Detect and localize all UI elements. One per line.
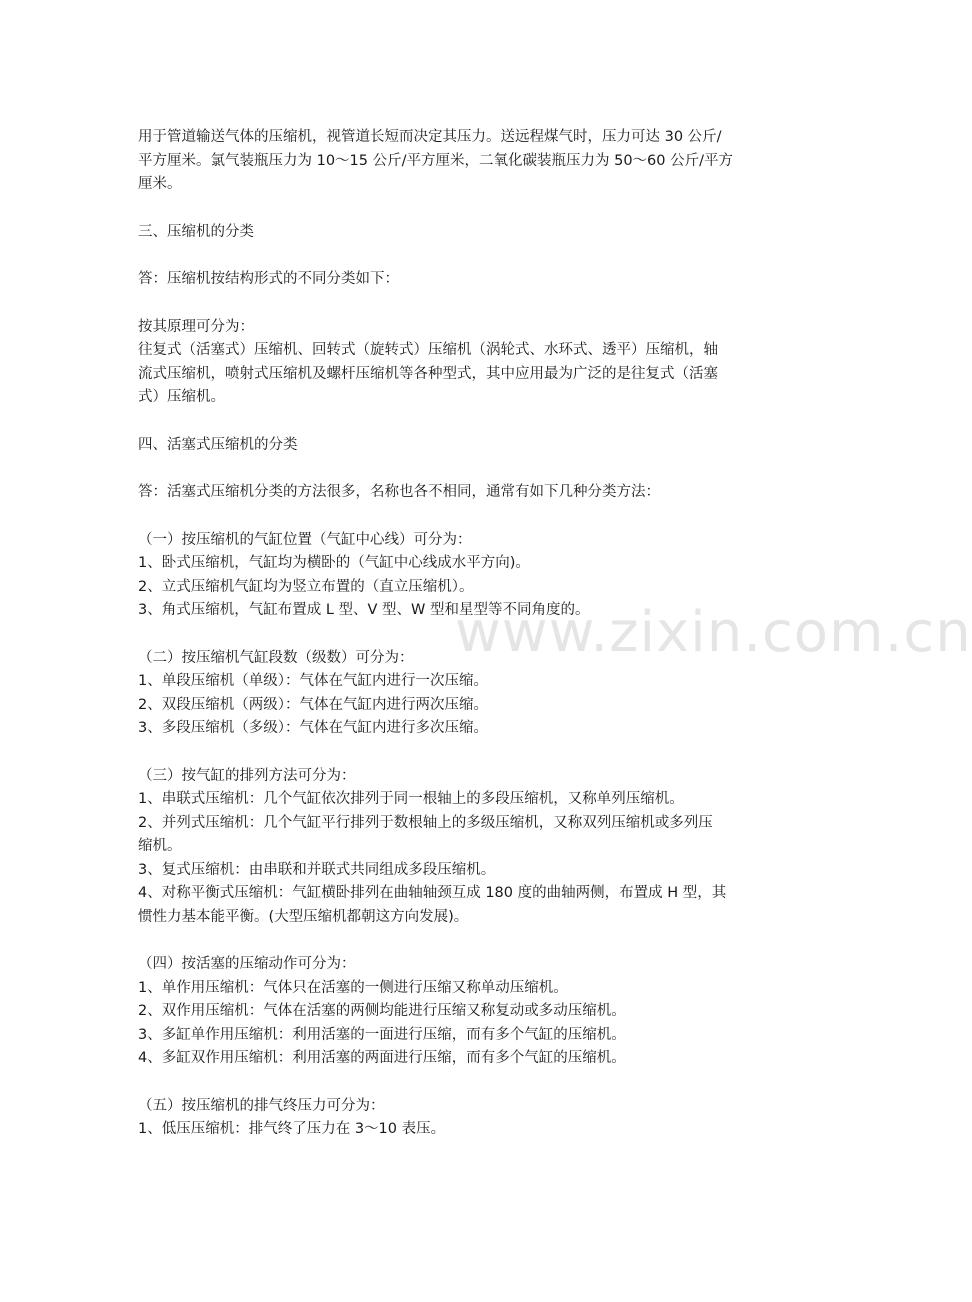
- list-item: 2、立式压缩机气缸均为竖立布置的（直立压缩机）。: [138, 578, 474, 595]
- list-item: 1、卧式压缩机，气缸均为横卧的（气缸中心线成水平方向)。: [138, 555, 530, 571]
- list-item: 2、双作用压缩机：气体在活塞的两侧均能进行压缩又称复动或多动压缩机。: [138, 1003, 626, 1019]
- heading-section-3: [138, 221, 788, 245]
- list-item: 惯性力基本能平衡。(大型压缩机都朝这方向发展)。: [138, 908, 469, 925]
- list-heading: （五）按压缩机的排气终压力可分为：: [138, 1097, 385, 1114]
- text-line: 厘米。: [138, 176, 182, 192]
- list-item: 4、对称平衡式压缩机：气缸横卧排列在曲轴轴颈互成 180 度的曲轴两侧，布置成 H 型，其: [138, 885, 727, 901]
- list-heading: （三）按气缸的排列方法可分为：: [138, 767, 356, 784]
- heading-section-4: [138, 434, 788, 458]
- list-item: 1、串联式压缩机：几个气缸依次排列于同一根轴上的多段压缩机，又称单列压缩机。: [138, 791, 684, 807]
- text-line: 答：活塞式压缩机分类的方法很多，名称也各不相同，通常有如下几种分类方法：: [138, 484, 660, 500]
- text-line: 答：压缩机按结构形式的不同分类如下：: [138, 271, 399, 287]
- list-item: 1、单段压缩机（单级）：气体在气缸内进行一次压缩。: [138, 673, 488, 689]
- section-heading: 三、压缩机的分类: [138, 223, 254, 240]
- text-line: 流式压缩机，喷射式压缩机及螺杆压缩机等各种型式，其中应用最为广泛的是往复式（活塞: [138, 365, 718, 382]
- list-item: 2、双段压缩机（两级）：气体在气缸内进行两次压缩。: [138, 696, 488, 713]
- section-heading: 四、活塞式压缩机的分类: [138, 436, 298, 453]
- text-line: 平方厘米。氯气装瓶压力为 10～15 公斤/平方厘米，二氧化碳装瓶压力为 50～60 公斤/平方: [138, 152, 734, 169]
- list-heading: （二）按压缩机气缸段数（级数）可分为：: [138, 649, 414, 666]
- answer-section-3: [138, 268, 788, 292]
- list-by-discharge-pressure: [138, 1095, 788, 1142]
- list-item: 3、多段压缩机（多级）：气体在气缸内进行多次压缩。: [138, 720, 488, 736]
- text-line: 往复式（活塞式）压缩机、回转式（旋转式）压缩机（涡轮式、水环式、透平）压缩机，轴: [138, 342, 718, 358]
- list-item: 缩机。: [138, 838, 182, 854]
- list-by-cylinder-position: [138, 529, 788, 623]
- list-item: 1、低压压缩机：排气终了压力在 3～10 表压。: [138, 1121, 446, 1137]
- list-item: 2、并列式压缩机：几个气缸平行排列于数根轴上的多级压缩机，又称双列压缩机或多列压: [138, 814, 713, 831]
- text-line: 用于管道输送气体的压缩机，视管道长短而决定其压力。送远程煤气时，压力可达 30 公斤/: [138, 129, 722, 145]
- list-item: 1、单作用压缩机：气体只在活塞的一侧进行压缩又称单动压缩机。: [138, 979, 568, 996]
- text-line: 式）压缩机。: [138, 389, 225, 405]
- list-heading: （四）按活塞的压缩动作可分为：: [138, 956, 356, 972]
- list-item: 3、复式压缩机：由串联和并联式共同组成多段压缩机。: [138, 861, 496, 878]
- list-by-stages: [138, 647, 788, 741]
- list-heading: （一）按压缩机的气缸位置（气缸中心线）可分为：: [138, 531, 472, 548]
- paragraph-pipeline-pressure: [138, 126, 788, 197]
- document-body: [138, 126, 788, 1142]
- answer-section-4: [138, 481, 788, 505]
- paragraph-by-principle: [138, 316, 788, 410]
- watermark-text: www.zixin.com.cn: [455, 600, 972, 665]
- list-item: 4、多缸双作用压缩机：利用活塞的两面进行压缩，而有多个气缸的压缩机。: [138, 1050, 626, 1066]
- text-line: 按其原理可分为：: [138, 318, 254, 335]
- list-by-arrangement: [138, 765, 788, 930]
- list-by-piston-action: [138, 953, 788, 1071]
- list-item: 3、角式压缩机，气缸布置成 L 型、V 型、W 型和星型等不同角度的。: [138, 602, 590, 618]
- list-item: 3、多缸单作用压缩机：利用活塞的一面进行压缩，而有多个气缸的压缩机。: [138, 1026, 626, 1043]
